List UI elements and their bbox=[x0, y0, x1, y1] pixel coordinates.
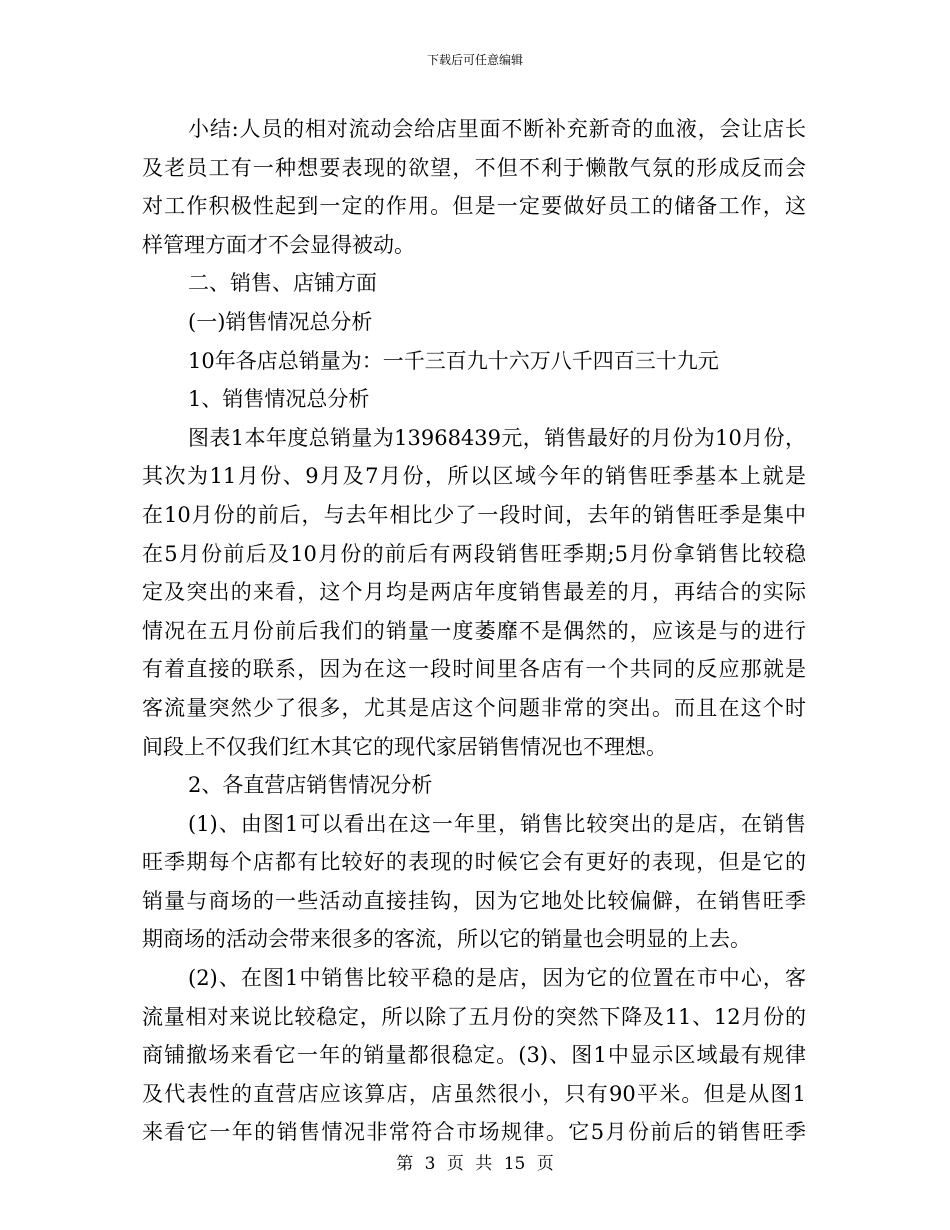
paragraph-line: 小结:人员的相对流动会给店里面不断补充新奇的血液，会让店长 bbox=[188, 117, 806, 141]
paragraph-line: (2)、在图1中销售比较平稳的是店，因为它的位置在市中心，客 bbox=[188, 966, 806, 991]
paragraph-line: 期商场的活动会带来很多的客流，所以它的销量也会明显的上去。 bbox=[142, 927, 751, 952]
paragraph-line: 在5月份前后及10月份的前后有两段销售旺季期;5月份拿销售比较稳 bbox=[142, 541, 806, 566]
paragraph-line: 客流量突然少了很多，尤其是店这个问题非常的突出。而且在这个时 bbox=[142, 695, 806, 720]
paragraph-line: 图表1本年度总销量为13968439元，销售最好的月份为10月份， bbox=[188, 425, 806, 450]
paragraph-line: 对工作积极性起到一定的作用。但是一定要做好员工的储备工作，这 bbox=[142, 194, 806, 219]
paragraph-line: 情况在五月份前后我们的销量一度萎靡不是偶然的，应该是与的进行 bbox=[142, 618, 806, 643]
paragraph-line: 有着直接的联系，因为在这一段时间里各店有一个共同的反应那就是 bbox=[142, 657, 806, 682]
paragraph-line: 间段上不仅我们红木其它的现代家居销售情况也不理想。 bbox=[142, 734, 667, 759]
total-sales-line: 10年各店总销量为：一千三百九十六万八千四百三十九元 bbox=[188, 348, 719, 373]
paragraph-line: 定及突出的来看，这个月均是两店年度销售最差的月，再结合的实际 bbox=[142, 580, 806, 605]
paragraph-line: 样管理方面才不会显得被动。 bbox=[142, 232, 415, 257]
subsection-heading: (一)销售情况总分析 bbox=[188, 309, 373, 334]
paragraph-line: 商铺撤场来看它一年的销量都很稳定。(3)、图1中显示区域最有规律 bbox=[142, 1043, 806, 1068]
paragraph-line: 来看它一年的销售情况非常符合市场规律。它5月份前后的销售旺季 bbox=[142, 1120, 806, 1145]
subsection-heading: 1、销售情况总分析 bbox=[188, 387, 370, 412]
paragraph-line: (1)、由图1可以看出在这一年里，销售比较突出的是店，在销售 bbox=[188, 811, 806, 836]
page-header-note: 下载后可任意编辑 bbox=[426, 53, 523, 67]
page-number-footer: 第 3 页 共 15 页 bbox=[396, 1154, 554, 1174]
paragraph-line: 流量相对来说比较稳定，所以除了五月份的突然下降及11、12月份的 bbox=[142, 1004, 806, 1029]
paragraph-line: 销量与商场的一些活动直接挂钩，因为它地处比较偏僻，在销售旺季 bbox=[142, 888, 806, 913]
paragraph-line: 其次为11月份、9月及7月份，所以区域今年的销售旺季基本上就是 bbox=[142, 464, 806, 489]
paragraph-line: 在10月份的前后，与去年相比少了一段时间，去年的销售旺季是集中 bbox=[142, 502, 806, 527]
document-body bbox=[142, 110, 806, 1152]
paragraph-line: 及代表性的直营店应该算店，店虽然很小，只有90平米。但是从图1 bbox=[142, 1081, 806, 1106]
subsection-heading: 2、各直营店销售情况分析 bbox=[188, 773, 433, 798]
paragraph-line: 及老员工有一种想要表现的欲望，不但不利于懒散气氛的形成反而会 bbox=[142, 155, 806, 180]
paragraph-line: 旺季期每个店都有比较好的表现的时候它会有更好的表现，但是它的 bbox=[142, 850, 806, 875]
section-heading: 二、销售、店铺方面 bbox=[188, 271, 377, 296]
